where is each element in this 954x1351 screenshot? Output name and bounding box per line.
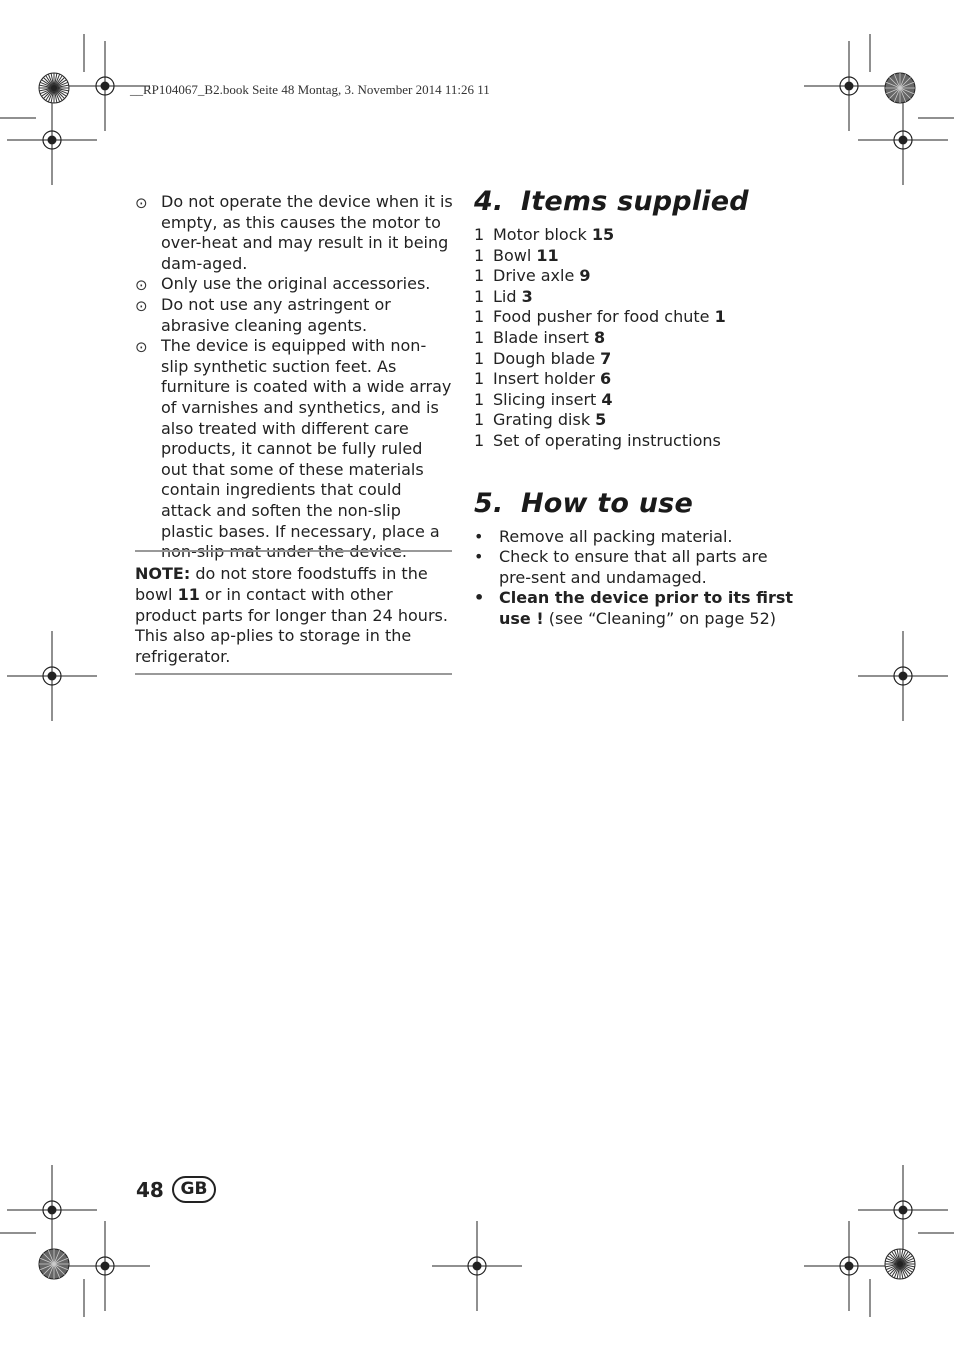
language-badge: GB	[172, 1176, 216, 1203]
item-qty: 1	[474, 286, 485, 306]
item-qty: 1	[474, 225, 485, 244]
item-ref: 6	[600, 369, 612, 389]
section-title: How to use	[521, 487, 693, 519]
item-ref: 11	[536, 245, 559, 265]
bullet-text: Check to ensure that all parts are pre-sent and undamaged.	[499, 547, 768, 587]
section-number: 5.	[474, 487, 504, 519]
item-name: Insert holder	[493, 369, 601, 389]
item-ref: 9	[579, 266, 591, 286]
item-name: Bowl	[493, 245, 537, 265]
page-number: 48	[136, 1178, 164, 1202]
list-item	[474, 410, 794, 431]
bullet-dot-icon: •	[474, 547, 484, 567]
item-ref: 1	[714, 307, 726, 327]
item-qty: 1	[474, 430, 485, 450]
list-item	[474, 246, 794, 267]
file-info-header: __RP104067_B2.book Seite 48 Montag, 3. November 2014 11:26 11	[130, 82, 490, 97]
list-item	[474, 527, 794, 548]
circle-dot-bullet-icon: ⊙	[135, 194, 148, 212]
list-item	[135, 192, 453, 274]
section-number: 4.	[474, 186, 504, 217]
safety-bullet-list	[135, 192, 453, 563]
item-qty: 1	[474, 245, 485, 265]
list-item	[474, 547, 794, 588]
bullet-dot-icon: •	[474, 526, 484, 546]
item-ref: 5	[595, 410, 607, 430]
note-text-before: do not store foodstuffs in the bowl	[135, 564, 428, 604]
item-name: Blade insert	[493, 327, 595, 347]
note-box	[135, 550, 452, 675]
bullet-text: (see “Cleaning” on page 52)	[543, 608, 776, 628]
bullet-text: Do not operate the device when it is empty, as this causes the motor to over-heat and may result in it being dam-aged.	[161, 192, 453, 273]
item-qty: 1	[474, 389, 485, 409]
item-ref: 8	[594, 327, 606, 347]
list-item	[474, 390, 794, 411]
circle-dot-bullet-icon: ⊙	[135, 276, 148, 295]
list-item	[474, 225, 794, 246]
list-item	[474, 328, 794, 349]
bullet-bold-text: Clean the device prior to its first use !	[499, 588, 794, 628]
item-name: Motor block	[493, 225, 592, 244]
section-heading-how-to-use	[474, 488, 794, 519]
item-name: Food pusher for food chute	[493, 307, 715, 327]
item-ref: 4	[601, 389, 613, 409]
note-ref: 11	[177, 584, 200, 604]
circle-dot-bullet-icon: ⊙	[135, 296, 148, 315]
bullet-text: Remove all packing material.	[499, 526, 733, 546]
item-qty: 1	[474, 410, 485, 430]
item-name: Set of operating instructions	[493, 430, 721, 450]
right-column	[474, 186, 794, 630]
note-text-after: or in contact with other product parts for longer than 24 hours. This also ap-plies to storage in the refrigerator.	[135, 584, 448, 667]
item-qty: 1	[474, 327, 485, 347]
list-item	[474, 307, 794, 328]
item-name: Slicing insert	[493, 389, 602, 409]
item-qty: 1	[474, 307, 485, 327]
item-qty: 1	[474, 348, 485, 368]
item-ref: 15	[591, 225, 615, 244]
list-item	[474, 431, 794, 452]
item-ref: 7	[600, 348, 612, 368]
list-item	[135, 274, 453, 295]
item-name: Dough blade	[493, 348, 601, 368]
item-qty: 1	[474, 266, 485, 286]
item-name: Grating disk	[493, 410, 596, 430]
list-item	[135, 295, 453, 336]
list-item	[474, 369, 794, 390]
how-to-use-list	[474, 527, 794, 630]
item-qty: 1	[474, 369, 485, 389]
item-name: Drive axle	[493, 266, 580, 286]
circle-dot-bullet-icon: ⊙	[135, 338, 148, 357]
list-item	[474, 266, 794, 287]
section-heading-items-supplied	[474, 186, 794, 217]
bullet-text: Only use the original accessories.	[161, 274, 431, 294]
note-label: NOTE:	[135, 564, 191, 583]
bullet-dot-icon: •	[474, 588, 485, 608]
bullet-text: Do not use any astringent or abrasive cleaning agents.	[161, 294, 391, 335]
section-title: Items supplied	[521, 186, 749, 217]
list-item	[474, 588, 794, 629]
bullet-text: The device is equipped with non-slip synthetic suction feet. As furniture is coated with a wide array of varnishes and synthetics, and is also treated with different care products, it cannot be fully ruled out that some of these materials contain ingredients that could attack and soften the non-slip plastic bases. If necessary, place a non-slip mat under the device.	[161, 336, 452, 562]
list-item	[135, 336, 453, 563]
item-name: Lid	[493, 286, 522, 306]
list-item	[474, 349, 794, 370]
items-supplied-list	[474, 225, 794, 452]
list-item	[474, 287, 794, 308]
item-ref: 3	[521, 286, 533, 306]
